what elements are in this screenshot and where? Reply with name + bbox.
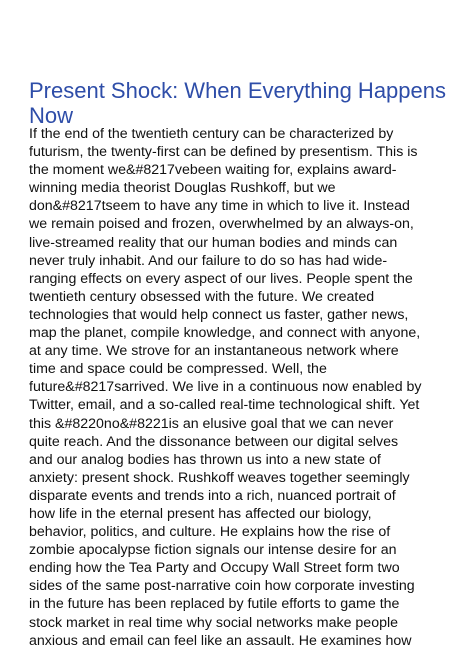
title-line: Present Shock: When Everything Happens xyxy=(29,78,447,103)
body-line: sides of the same post-narrative coin how corporate investing xyxy=(29,578,415,595)
title-line: Now xyxy=(29,103,74,128)
body-line: Twitter, email, and a so-called real-time technological shift. Yet xyxy=(29,397,420,414)
body-line: ranging effects on every aspect of our lives. People spent the xyxy=(29,270,413,287)
body-line: If the end of the twentieth century can be characterized by xyxy=(29,126,394,142)
body-line: map the planet, compile knowledge, and connect with anyone, xyxy=(29,325,421,342)
body-line: behavior, politics, and culture. He explains how the rise of xyxy=(29,524,391,541)
body-line: and our analog bodies has thrown us into a new state of xyxy=(29,451,381,468)
body-line: quite reach. And the dissonance between our digital selves xyxy=(29,433,399,450)
body-line: at any time. We strove for an instantaneous network where xyxy=(29,343,399,360)
body-line: time and space could be compressed. Well, the xyxy=(29,361,327,378)
body-line: don&#8217tseem to have any time in which to live it. Instead xyxy=(29,198,410,215)
body-line: ending how the Tea Party and Occupy Wall Street form two xyxy=(29,560,400,577)
page-title xyxy=(29,78,449,128)
body-line: stock market in real time why social networks make people xyxy=(29,614,399,631)
body-line: future&#8217sarrived. We live in a continuous now enabled by xyxy=(29,379,422,396)
body-line: futurism, the twenty-first can be defined by presentism. This is xyxy=(29,144,418,161)
body-paragraph xyxy=(29,125,459,650)
body-line: we remain poised and frozen, overwhelmed by an always-on, xyxy=(29,216,414,233)
body-line: this &#8220no&#8221is an elusive goal that we can never xyxy=(29,415,394,432)
body-line: live-streamed reality that our human bodies and minds can xyxy=(29,234,398,251)
body-line: disparate events and trends into a rich, nuanced portrait of xyxy=(29,487,396,504)
body-line: twentieth century obsessed with the future. We created xyxy=(29,288,375,305)
body-line: winning media theorist Douglas Rushkoff, but we xyxy=(29,180,336,197)
body-line: never truly inhabit. And our failure to do so has had wide- xyxy=(29,252,388,269)
body-line: technologies that would help connect us faster, gather news, xyxy=(29,306,409,323)
body-line: anxiety: present shock. Rushkoff weaves together seemingly xyxy=(29,469,410,486)
body-line: zombie apocalypse fiction signals our intense desire for an xyxy=(29,542,397,559)
body-line: the moment we&#8217vebeen waiting for, explains award- xyxy=(29,162,397,179)
body-line: in the future has been replaced by futile efforts to game the xyxy=(29,596,400,613)
body-line: how life in the eternal present has affected our biology, xyxy=(29,505,372,522)
body-line: anxious and email can feel like an assault. He examines how xyxy=(29,632,412,649)
